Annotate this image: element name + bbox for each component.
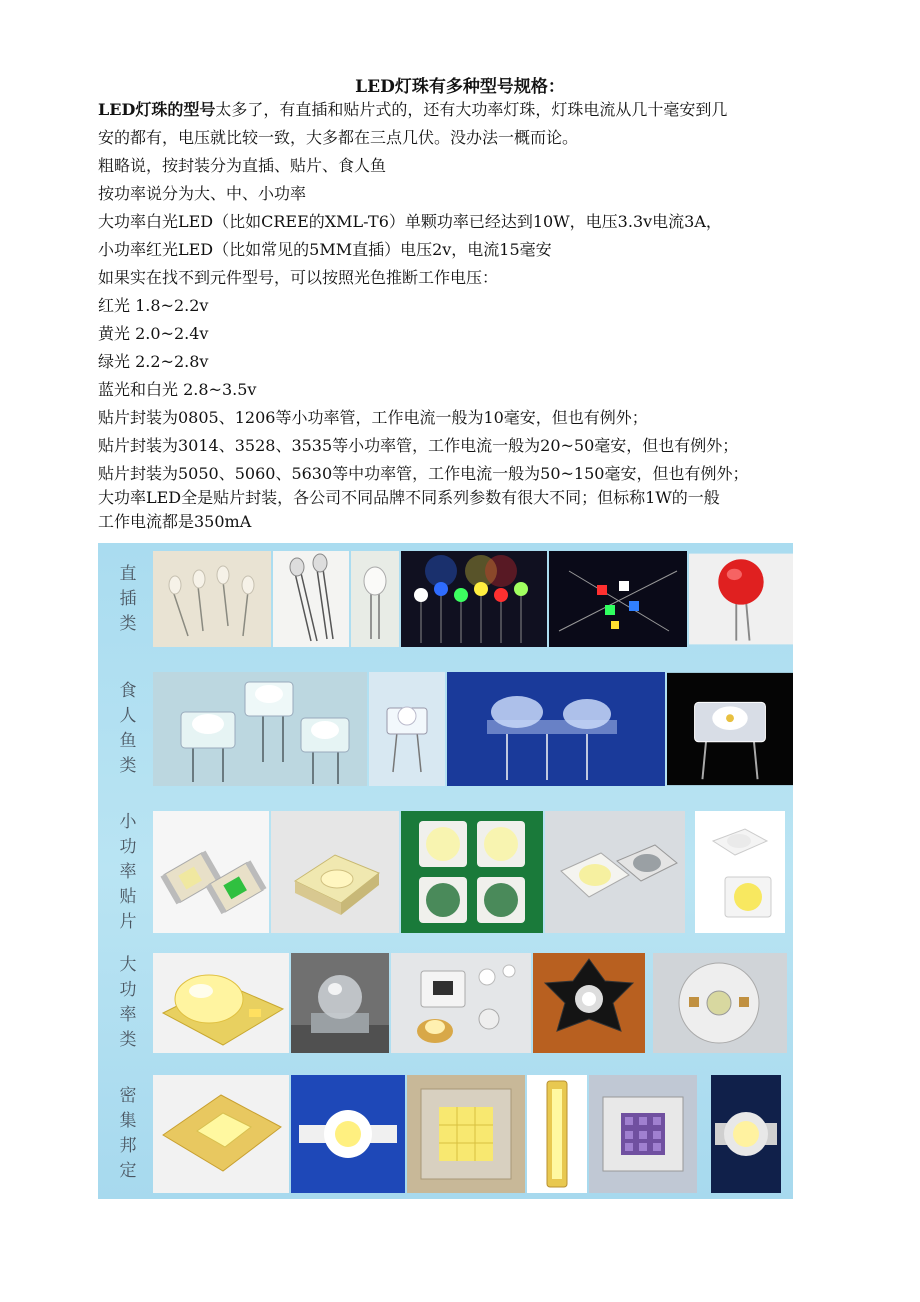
intro-bold-lead: LED灯珠的型号	[98, 100, 216, 119]
band-high-power	[98, 953, 793, 1053]
text-line: 红光 1.8~2.2v	[98, 296, 209, 315]
led-array-dark-image	[549, 551, 687, 647]
single-clear-led-image	[351, 551, 399, 647]
label-char: 功	[119, 980, 137, 1000]
smd-clear-image	[271, 811, 399, 933]
label-char: 类	[119, 613, 137, 634]
band-through-hole	[98, 551, 793, 647]
cob-round-dark-image	[699, 1075, 793, 1193]
label-char: 类	[119, 756, 137, 776]
label-char: 直	[119, 563, 137, 584]
high-power-clear-image	[291, 953, 389, 1053]
cob-blue-bg-image	[291, 1075, 405, 1193]
band-piranha	[98, 672, 793, 786]
label-char: 邦	[119, 1136, 137, 1156]
cob-square-image	[407, 1075, 525, 1193]
label-char: 集	[119, 1111, 137, 1131]
label-char: 率	[119, 861, 137, 882]
text-line: 黄光 2.0~2.4v	[98, 324, 209, 343]
two-lead-leds-image	[273, 551, 349, 647]
label-char: 小	[119, 811, 137, 832]
band-label	[112, 551, 144, 647]
label-char: 食	[119, 681, 137, 701]
star-heatsink-image	[533, 953, 645, 1053]
high-power-assorted-image	[391, 953, 531, 1053]
smd-3528-image	[545, 811, 685, 933]
piranha-small-image	[369, 672, 445, 786]
text-line: 工作电流都是350mA	[98, 512, 252, 531]
document-title: LED灯珠有多种型号规格：	[355, 77, 565, 97]
text-line: 如果实在找不到元件型号，可以按照光色推断工作电压：	[98, 268, 499, 287]
label-char: 定	[119, 1161, 137, 1181]
label-char: 类	[119, 1030, 137, 1050]
text-line: 贴片封装为5050、5060、5630等中功率管，工作电流一般为50~150毫安，但也有例外；	[98, 464, 749, 483]
red-10mm-led-image	[689, 551, 793, 647]
high-power-lens-image	[153, 953, 289, 1053]
smd-5050-grid-image	[401, 811, 543, 933]
text-line: 大功率白光LED（比如CREE的XML-T6）单颗功率已经达到10W，电压3.3v电流3A，	[98, 212, 722, 231]
band-label	[112, 1075, 144, 1193]
label-char: 大	[119, 955, 137, 975]
band-cob	[98, 1075, 793, 1193]
label-char: 贴	[119, 886, 137, 907]
clear-5mm-leds-image	[153, 551, 271, 647]
text-line: 小功率红光LED（比如常见的5MM直插）电压2v，电流15毫安	[98, 240, 552, 259]
led-types-figure	[98, 543, 793, 1199]
cob-module-gold-image	[153, 1075, 289, 1193]
band-low-power-smd	[98, 811, 793, 933]
label-char: 插	[119, 588, 137, 609]
text-line: 蓝光和白光 2.8~3.5v	[98, 380, 257, 399]
text-line: 贴片封装为3014、3528、3535等小功率管，工作电流一般为20~50毫安，但也有例外；	[98, 436, 739, 455]
text-line: 贴片封装为0805、1206等小功率管，工作电流一般为10毫安，但也有例外；	[98, 408, 648, 427]
label-char: 片	[119, 911, 137, 932]
band-label	[112, 811, 144, 933]
cob-array-image	[589, 1075, 697, 1193]
text-line: 绿光 2.2~2.8v	[98, 352, 209, 371]
piranha-black-bg-image	[667, 672, 793, 786]
text-line: 大功率LED全是贴片封装，各公司不同品牌不同系列参数有很大不同；但标称1W的一般	[98, 488, 720, 507]
label-char: 鱼	[119, 731, 137, 751]
text-line: 粗略说，按封装分为直插、贴片、食人鱼	[98, 156, 387, 175]
piranha-leds-image	[153, 672, 367, 786]
label-char: 人	[119, 706, 137, 726]
intro-line-1	[98, 98, 727, 122]
band-label	[112, 953, 144, 1053]
cob-strip-image	[527, 1075, 587, 1193]
label-char: 率	[119, 1005, 137, 1025]
label-char: 密	[119, 1086, 137, 1106]
smd-white-image	[687, 811, 793, 933]
label-char: 功	[119, 836, 137, 857]
intro-line-2: 安的都有，电压就比较一致，大多都在三点几伏。没办法一概而论。	[98, 128, 579, 147]
band-label	[112, 672, 144, 786]
rgb-lit-leds-image	[401, 551, 547, 647]
smd-0805-image	[153, 811, 269, 933]
round-board-image	[647, 953, 793, 1053]
piranha-blue-bg-image	[447, 672, 665, 786]
intro-lead-rest: 太多了，有直插和贴片式的，还有大功率灯珠，灯珠电流从几十毫安到几	[215, 100, 728, 119]
text-line: 按功率说分为大、中、小功率	[98, 184, 307, 203]
